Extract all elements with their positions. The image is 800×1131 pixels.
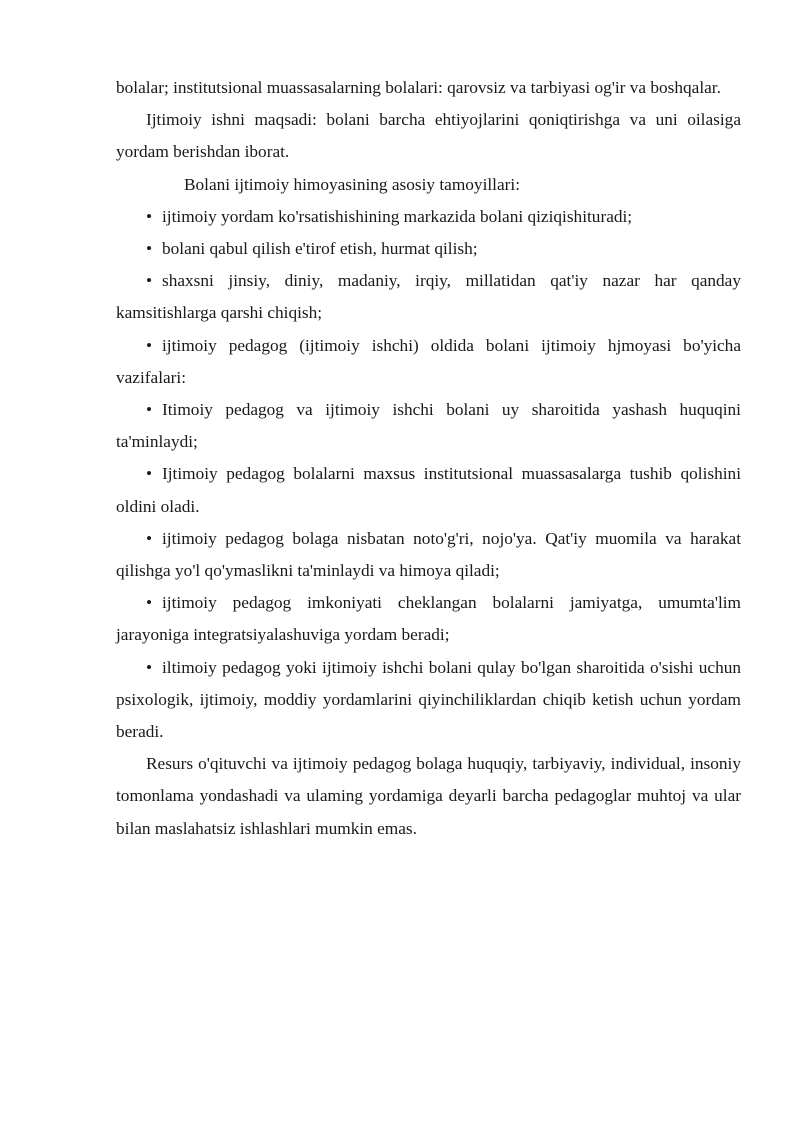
list-item-text: Ijtimoiy pedagog bolalarni maxsus institutsional muassasalarga tushib qolishini oldini oladi. [116,464,741,516]
list-item [116,652,741,749]
bullet-icon: • [146,335,153,355]
list-item-text: shaxsni jinsiy, diniy, madaniy, irqiy, millatidan qat'iy nazar har qanday kamsitishlarga qarshi chiqish; [116,271,741,323]
list-item [116,233,741,265]
bullet-icon: • [146,528,153,548]
document-body [116,72,741,845]
list-item-text: bolani qabul qilish e'tirof etish, hurmat qilish; [162,239,478,259]
list-item [116,330,741,394]
bullet-icon: • [146,271,153,291]
bullet-icon: • [146,206,153,226]
principles-heading: Bolani ijtimoiy himoyasining asosiy tamoyillari: [184,174,521,194]
list-item [116,394,741,458]
list-item-text: ijtimoiy pedagog bolaga nisbatan noto'g'ri, nojo'ya. Qat'iy muomila va harakat qilishga yo'l qo'ymaslikni ta'minlaydi va himoya qiladi; [116,528,741,581]
paragraph-goal: Ijtimoiy ishni maqsadi: bolani barcha ehtiyojlarini qoniqtirishga va uni oilasiga yordam berishdan iborat. [116,110,741,162]
paragraph-closing: Resurs o'qituvchi va ijtimoiy pedagog bolaga huquqiy, tarbiyaviy, individual, insoniy tomonlama yondashadi va ulaming yordamiga deyarli barcha pedagoglar muhtoj va ular bilan maslahatsiz ishlashlari mumkin emas. [116,754,741,838]
list-item [116,458,741,522]
list-item [116,201,741,233]
list-item-text: ijtimoiy yordam ko'rsatishishining markazida bolani qiziqishituradi; [162,206,633,226]
list-item [116,265,741,329]
list-item-text: Itimoiy pedagog va ijtimoiy ishchi bolani uy sharoitida yashash huquqini ta'minlaydi; [116,400,741,452]
paragraph-continuation: bolalar; institutsional muassasalarning bolalari: qarovsiz va tarbiyasi og'ir va boshqalar. [116,78,721,97]
list-item-text: iltimoiy pedagog yoki ijtimoiy ishchi bolani qulay bo'lgan sharoitida o'sishi uchun psixologik, ijtimoiy, moddiy yordamlarini qiyinchiliklardan chiqib ketish uchun yordam beradi. [116,657,741,742]
bullet-icon: • [146,464,153,484]
list-item-text: ijtimoiy pedagog (ijtimoiy ishchi) oldida bolani ijtimoiy hjmoyasi bo'yicha vazifalari: [116,335,741,387]
list-item-text: ijtimoiy pedagog imkoniyati cheklangan bolalarni jamiyatga, umumta'lim jarayoniga integratsiyalashuviga yordam beradi; [116,593,741,645]
bullet-icon: • [146,400,153,420]
list-item [116,523,741,587]
bullet-icon: • [146,657,153,677]
list-item [116,587,741,651]
bullet-icon: • [146,239,153,259]
bullet-icon: • [146,593,153,613]
